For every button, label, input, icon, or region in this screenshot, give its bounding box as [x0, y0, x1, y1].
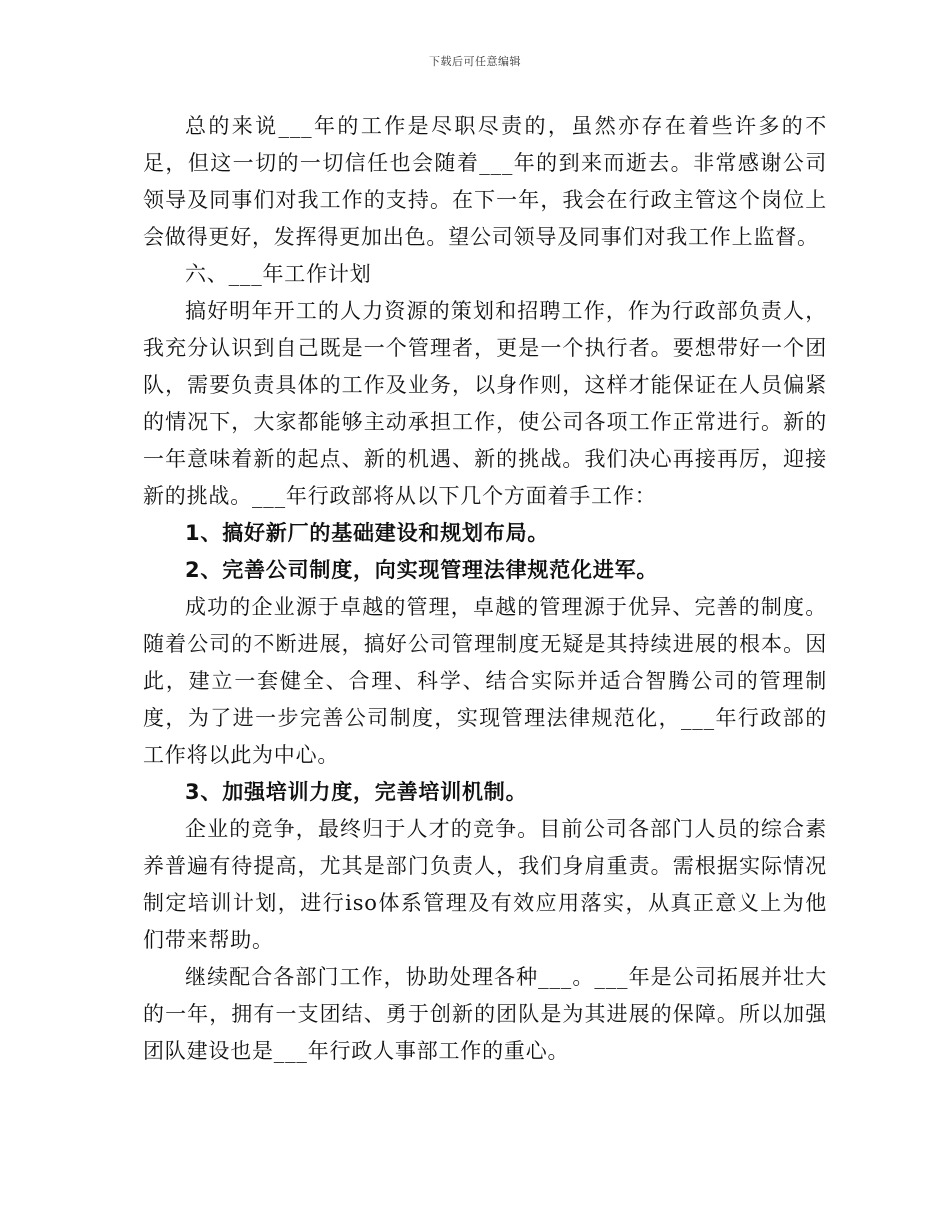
item-heading-1: 1、搞好新厂的基础建设和规划布局。 — [185, 521, 550, 545]
page-header: 下载后可任意编辑 — [429, 55, 521, 68]
document-body — [143, 108, 827, 1070]
section-heading-work-plan: 六、___年工作计划 — [185, 262, 372, 286]
paragraph-hr-planning: 搞好明年开工的人力资源的策划和招聘工作，作为行政部负责人，我充分认识到自己既是一个管理者，更是一个执行者。要想带好一个团队，需要负责具体的工作及业务，以身作则，这样才能保证在人员偏紧的情况下，大家都能够主动承担工作，使公司各项工作正常进行。新的一年意味着新的起点、新的机遇、新的挑战。我们决心再接再厉，迎接新的挑战。___年行政部将从以下几个方面着手工作： — [143, 299, 827, 508]
item-heading-2: 2、完善公司制度，向实现管理法律规范化进军。 — [185, 558, 659, 582]
paragraph-training: 企业的竞争，最终归于人才的竞争。目前公司各部门人员的综合素养普遍有待提高，尤其是部门负责人，我们身肩重责。需根据实际情况制定培训计划，进行iso体系管理及有效应用落实，从真正意义上为他们带来帮助。 — [143, 817, 827, 952]
paragraph-management-system: 成功的企业源于卓越的管理，卓越的管理源于优异、完善的制度。随着公司的不断进展，搞好公司管理制度无疑是其持续进展的根本。因此，建立一套健全、合理、科学、结合实际并适合智腾公司的管理制度，为了进一步完善公司制度，实现管理法律规范化，___年行政部的工作将以此为中心。 — [143, 595, 827, 767]
paragraph-team-building: 继续配合各部门工作，协助处理各种___。___年是公司拓展并壮大的一年，拥有一支团结、勇于创新的团队是为其进展的保障。所以加强团队建设也是___年行政人事部工作的重心。 — [143, 965, 827, 1063]
paragraph-summary: 总的来说___年的工作是尽职尽责的，虽然亦存在着些许多的不足，但这一切的一切信任也会随着___年的到来而逝去。非常感谢公司领导及同事们对我工作的支持。在下一年，我会在行政主管这个岗位上会做得更好，发挥得更加出色。望公司领导及同事们对我工作上监督。 — [143, 114, 827, 249]
item-heading-3: 3、加强培训力度，完善培训机制。 — [185, 780, 528, 804]
